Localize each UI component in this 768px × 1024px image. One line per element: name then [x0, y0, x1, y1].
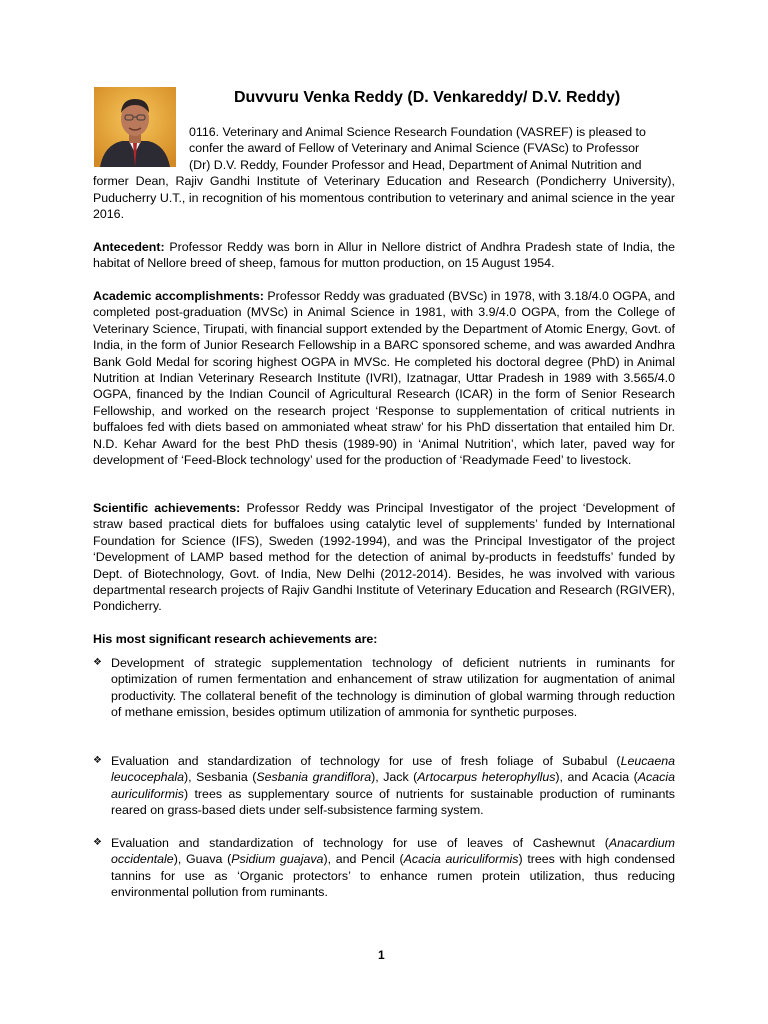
- antecedent-text: Professor Reddy was born in Allur in Nellore district of Andhra Pradesh state of India, the habitat of Nellore breed of sheep, famous for mutton production, on 15 August 1954.: [93, 240, 675, 271]
- list-item: [93, 655, 675, 721]
- intro-rest: former Dean, Rajiv Gandhi Institute of Veterinary Education and Research (Pondicherry University), Puducherry U.T., in recognition of his momentous contribution to veterinary and animal science in the year 2016.: [93, 174, 675, 222]
- diamond-bullet-icon: ❖: [93, 657, 102, 668]
- intro-paragraph: [93, 124, 675, 222]
- list-item-text-part: Evaluation and standardization of technology for use of fresh foliage of Subabul (: [111, 754, 621, 768]
- list-item-text-part: ) trees with high condensed tannins for use as ‘Organic protectors’ to enhance rumen protein utilization, thus reducing environmental pollution from ruminants.: [111, 852, 676, 900]
- list-item-text-part: Development of strategic supplementation technology of deficient nutrients in ruminants for optimization of rumen fermentation and enhancement of straw utilization for augmentation of animal productivity. The collateral benefit of the technology is diminution of global warming through reduction of methane emission, besides optimum utilization of ammonia for synthetic purposes.: [111, 656, 675, 720]
- list-item-text: [111, 835, 675, 901]
- scientific-name: Acacia auriculiformis: [403, 852, 519, 867]
- list-item-text-part: ), Guava (: [173, 852, 232, 867]
- list-item: [93, 753, 675, 819]
- list-item-text-part: ), Sesbania (: [184, 770, 257, 785]
- scientific-name: Artocarpus heterophyllus: [417, 770, 556, 785]
- significant-heading: His most significant research achievements are:: [93, 632, 378, 646]
- intro-line-2: confer the award of Fellow of Veterinary and Animal Science (FVASc) to Professor: [189, 141, 640, 156]
- antecedent-label: Antecedent:: [93, 240, 165, 254]
- list-item-text-part: Evaluation and standardization of technology for use of leaves of Cashewnut (: [111, 836, 609, 850]
- list-item-text-part: ) trees as supplementary source of nutrients for sustainable production of ruminants reared on grass-based diets under self-subsistence farming system.: [111, 786, 675, 818]
- list-item-text: [111, 753, 675, 819]
- scientific-label: Scientific achievements:: [93, 501, 241, 515]
- list-item-text: [111, 655, 675, 721]
- scientific-name: Leucaena leucocephala: [111, 754, 675, 785]
- list-item-text-part: ), and Pencil (: [323, 852, 404, 867]
- list-item-text-part: ), and Acacia (: [555, 770, 638, 785]
- antecedent-paragraph: [93, 239, 675, 272]
- page-number: 1: [378, 948, 385, 962]
- list-item: [93, 835, 675, 901]
- scientific-text: Professor Reddy was Principal Investigator of the project ‘Development of straw based practical diets for buffaloes using catalytic level of supplements’ funded by International Foundation for Science (IFS), Sweden (1992-1994), and was the Principal Investigator of the project ‘Development of LAMP based method for the detection of animal by-products in feedstuffs’ funded by Dept. of Biotechnology, Govt. of India, New Delhi (2012-2014). Besides, he was involved with various departmental research projects of Rajiv Gandhi Institute of Veterinary Education and Research (RGIVER), Pondicherry.: [93, 501, 675, 614]
- academic-text: Professor Reddy was graduated (BVSc) in 1978, with 3.18/4.0 OGPA, and completed post-graduation (MVSc) in Animal Science in 1981, with 3.9/4.0 OGPA, from the College of Veterinary Science, Tirupati, with financial support extended by the Department of Atomic Energy, Govt. of India, in the form of Junior Research Fellowship in a BARC sponsored scheme, and was awarded Andhra Bank Gold Medal for scoring highest OGPA in MVSc. He completed his doctoral degree (PhD) in Animal Nutrition at Indian Veterinary Research Institute (IVRI), Izatnagar, Uttar Pradesh in 1989 with 3.565/4.0 OGPA, financed by the Indian Council of Agricultural Research (ICAR) in the form of Senior Research Fellowship, and worked on the research project ‘Response to supplementation of critical nutrients in buffaloes fed with diets based on ammoniated wheat straw’ for his PhD dissertation that entailed him Dr. N.D. Kehar Award for the best PhD thesis (1989-90) in ‘Animal Nutrition’, which later, paved way for development of ‘Feed-Block technology’ used for the production of ‘Readymade Feed’ to livestock.: [93, 289, 675, 468]
- intro-line-3: (Dr) D.V. Reddy, Founder Professor and Head, Department of Animal Nutrition and: [189, 157, 642, 172]
- academic-paragraph: [93, 288, 675, 468]
- scientific-paragraph: [93, 500, 675, 615]
- list-item-text-part: ), Jack (: [371, 770, 418, 785]
- scientific-name: Anacardium occidentale: [111, 836, 675, 867]
- scientific-name: Psidium guajava: [231, 852, 324, 867]
- page-title: Duvvuru Venka Reddy (D. Venkareddy/ D.V. Reddy): [234, 89, 621, 106]
- academic-label: Academic accomplishments:: [93, 289, 264, 303]
- diamond-bullet-icon: ❖: [93, 755, 102, 766]
- scientific-name: Acacia auriculiformis: [111, 770, 675, 801]
- scientific-name: Sesbania grandiflora: [256, 770, 372, 785]
- intro-line-1: 0116. Veterinary and Animal Science Research Foundation (VASREF) is pleased to: [189, 125, 646, 139]
- diamond-bullet-icon: ❖: [93, 837, 102, 848]
